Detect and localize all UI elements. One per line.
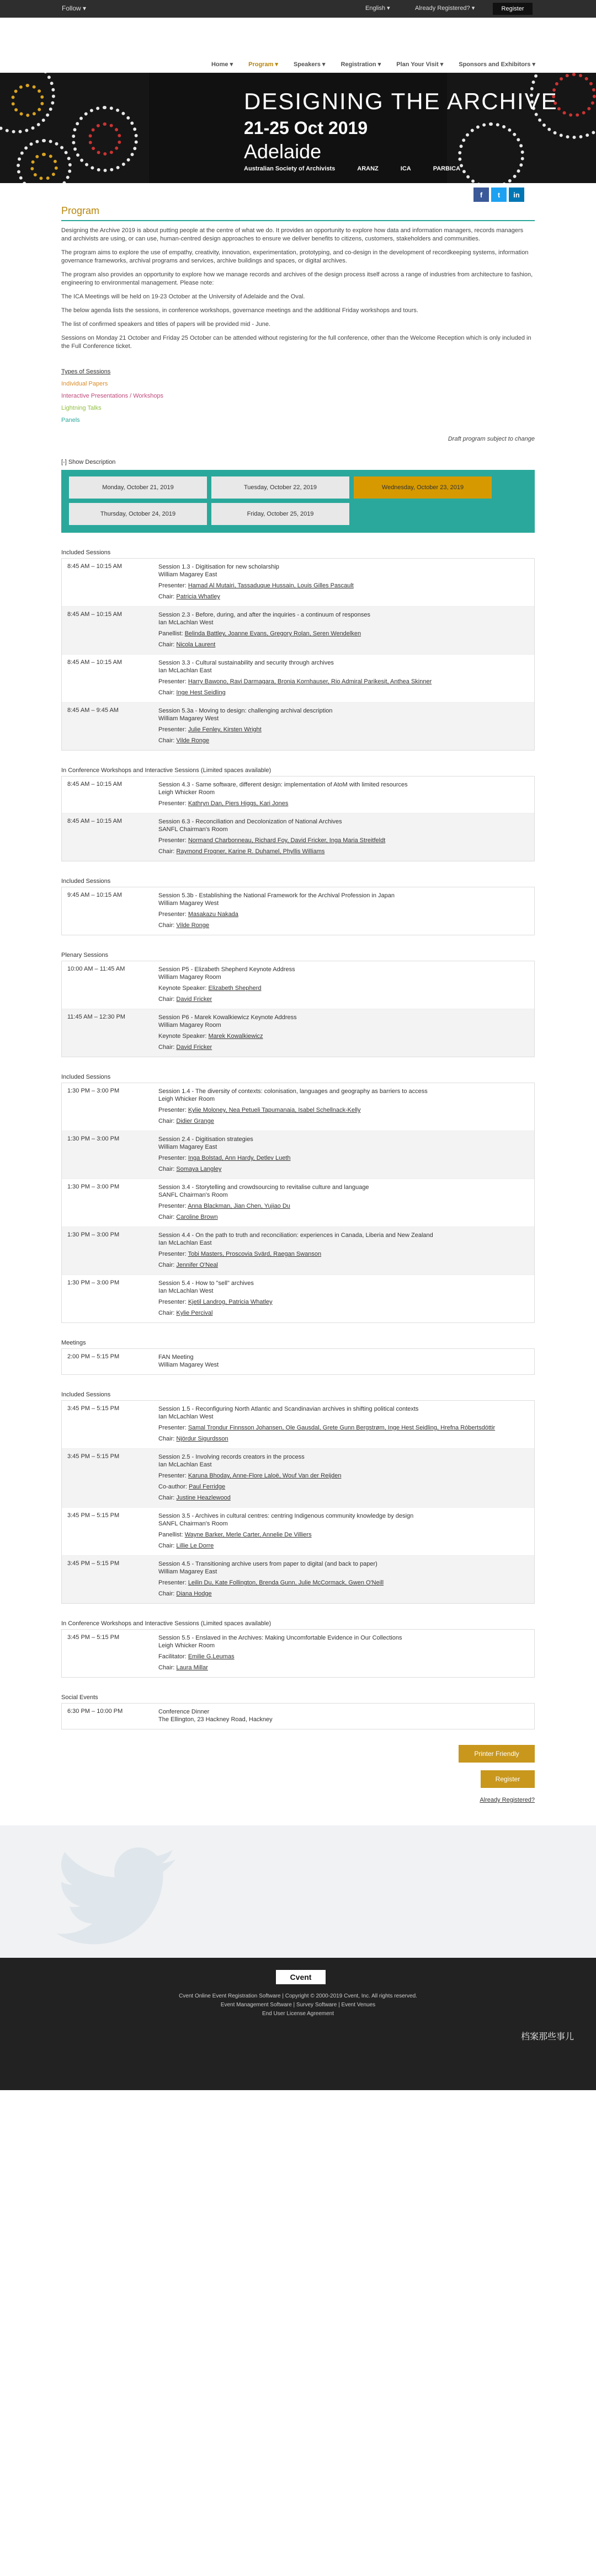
- person-names[interactable]: Wayne Barker, Merle Carter, Annelie De Villiers: [184, 1531, 312, 1538]
- twitter-icon[interactable]: t: [491, 188, 507, 202]
- person-role: Panellist:: [158, 630, 183, 637]
- person-role: Keynote Speaker:: [158, 985, 207, 992]
- footer: [0, 1958, 596, 2090]
- person-role: Chair:: [158, 1664, 175, 1671]
- session-room: SANFL Chairman's Room: [158, 826, 228, 833]
- partner-logo: ICA: [400, 165, 411, 172]
- person-names[interactable]: Patricia Whatley: [176, 593, 220, 600]
- session-room: William Magarey East: [158, 1568, 217, 1575]
- session-time: 8:45 AM – 10:15 AM: [67, 611, 123, 618]
- person-names[interactable]: Laura Millar: [176, 1664, 208, 1671]
- partner-logo: ARANZ: [357, 165, 379, 172]
- person-role: Keynote Speaker:: [158, 1033, 207, 1040]
- person-role: Chair:: [158, 1495, 175, 1501]
- person-names[interactable]: Samal Trondur Finnsson Johansen, Ole Gausdal, Grete Gunn Bergstrøm, Inge Hest Seidling, Hrefna Róbertsdóttir: [188, 1424, 496, 1431]
- person-names[interactable]: Kjetil Landrog, Patricia Whatley: [188, 1299, 273, 1305]
- session-room: SANFL Chairman's Room: [158, 1192, 228, 1198]
- session-time: 3:45 PM – 5:15 PM: [67, 1634, 120, 1641]
- day-tab[interactable]: Thursday, October 24, 2019: [69, 503, 207, 525]
- person-names[interactable]: Justine Heazlewood: [176, 1495, 231, 1501]
- day-tabs: [61, 470, 535, 533]
- session-row: [62, 654, 534, 702]
- main-content: [61, 203, 535, 1803]
- session-row: [62, 1349, 534, 1374]
- person-names[interactable]: Lillie Le Dorre: [176, 1543, 214, 1549]
- session-title[interactable]: Session 2.4 - Digitisation strategies: [158, 1136, 253, 1143]
- page-title: Program: [61, 203, 535, 221]
- person-role: Presenter:: [158, 800, 187, 807]
- session-time: 6:30 PM – 10:00 PM: [67, 1708, 123, 1715]
- partner-logo: PARBICA: [433, 165, 461, 172]
- person-names[interactable]: Kylie Moloney, Nea Petueli Tapumanaia, Isabel Schellnack-Kelly: [188, 1107, 361, 1113]
- already-registered-menu[interactable]: Already Registered? ▾: [415, 5, 475, 12]
- person-names[interactable]: Anna Blackman, Jian Chen, Yujiao Du: [188, 1203, 290, 1209]
- person-names[interactable]: Caroline Brown: [176, 1214, 218, 1220]
- footer-copyright: Cvent Online Event Registration Software | Copyright © 2000-2019 Cvent, Inc. All rights reserved.: [179, 1993, 417, 1999]
- person-names[interactable]: Leilin Du, Kate Follington, Brenda Gunn, Julie McCormack, Gwen O'Neill: [188, 1579, 384, 1586]
- section-title: Included Sessions: [61, 878, 111, 885]
- facebook-icon[interactable]: f: [473, 188, 489, 202]
- intro-paragraph: Designing the Archive 2019 is about putting people at the centre of what we do. It provides an opportunity to explore how data and information managers, records managers and archivists are using, or can use, human-centred design approaches to ensure we deliver benefits to citizens, customers, stakeholders and communities.: [61, 227, 524, 242]
- session-room: Ian McLachlan West: [158, 1288, 214, 1294]
- session-room: SANFL Chairman's Room: [158, 1520, 228, 1527]
- session-title[interactable]: Session 2.5 - Involving records creators in the process: [158, 1454, 305, 1460]
- draft-note: Draft program subject to change: [448, 436, 535, 442]
- person-role: Co-author:: [158, 1484, 187, 1490]
- section-title: Plenary Sessions: [61, 952, 108, 958]
- show-description-toggle[interactable]: [-] Show Description: [61, 459, 116, 465]
- person-role: Chair:: [158, 922, 175, 929]
- day-tab[interactable]: Tuesday, October 22, 2019: [211, 476, 349, 499]
- session-title[interactable]: Session 1.4 - The diversity of contexts: colonisation, languages and geography as barriers to access: [158, 1088, 428, 1095]
- social-links: [0, 183, 596, 203]
- person-role: Chair:: [158, 1310, 175, 1316]
- session-row: [62, 606, 534, 654]
- day-tab[interactable]: Friday, October 25, 2019: [211, 503, 349, 525]
- person-names[interactable]: Belinda Battley, Joanne Evans, Gregory Rolan, Seren Wendelken: [184, 630, 361, 637]
- person-role: Chair:: [158, 689, 175, 696]
- session-type-link[interactable]: Types of Sessions: [61, 368, 111, 375]
- section-title: Included Sessions: [61, 1391, 111, 1398]
- session-room: Leigh Whicker Room: [158, 1096, 215, 1102]
- person-names[interactable]: Hamad Al Mutairi, Tassaduque Hussain, Louis Gilles Pascault: [188, 582, 354, 589]
- session-time: 1:30 PM – 3:00 PM: [67, 1136, 120, 1142]
- person-names[interactable]: Inge Hest Seidling: [176, 689, 226, 696]
- session-row: [62, 776, 534, 813]
- session-time: 1:30 PM – 3:00 PM: [67, 1088, 120, 1094]
- intro-paragraph: The program aims to explore the use of empathy, creativity, innovation, experimentation, prototyping, and co-design in the development of recordkeeping systems, information governance frameworks, archival programs and services, archive buildings and spaces, or digital archives.: [61, 249, 529, 264]
- session-list: [61, 1400, 535, 1604]
- hero-banner: [0, 73, 596, 183]
- session-title[interactable]: Session 3.4 - Storytelling and crowdsourcing to revitalise culture and language: [158, 1184, 369, 1191]
- session-time: 1:30 PM – 3:00 PM: [67, 1231, 120, 1238]
- session-list: [61, 1348, 535, 1375]
- person-role: Panellist:: [158, 1531, 183, 1538]
- person-role: Presenter:: [158, 1107, 187, 1113]
- session-room: William Magarey East: [158, 571, 217, 578]
- section-title: Meetings: [61, 1340, 86, 1346]
- person-names[interactable]: Raymond Frogner, Karine R. Duhamel, Phyllis Williams: [176, 848, 325, 855]
- session-title[interactable]: Session 6.3 - Reconciliation and Decolonization of National Archives: [158, 818, 342, 825]
- session-room: Ian McLachlan West: [158, 1413, 214, 1420]
- banner-city: Adelaide: [244, 140, 322, 163]
- linkedin-icon[interactable]: in: [509, 188, 524, 202]
- session-room: Ian McLachlan West: [158, 619, 214, 626]
- intro-paragraph: The below agenda lists the sessions, in conference workshops, governance meetings and the additional Friday workshops and tours.: [61, 307, 418, 314]
- person-role: Chair:: [158, 641, 175, 648]
- main-nav: [0, 18, 596, 73]
- banner-date: 21-25 Oct 2019: [244, 118, 368, 138]
- person-names[interactable]: Harry Bawono, Ravi Darmagara, Bronia Kornhauser, Rio Admiral Parikesit, Anthea Skinner: [188, 678, 432, 685]
- person-names[interactable]: Jennifer O'Neal: [176, 1262, 218, 1268]
- session-time: 8:45 AM – 10:15 AM: [67, 659, 123, 666]
- session-list: [61, 1629, 535, 1678]
- session-row: [62, 813, 534, 861]
- person-role: Chair:: [158, 1044, 175, 1051]
- nav-item[interactable]: Plan Your Visit ▾: [396, 61, 444, 68]
- person-names[interactable]: Marek Kowalkiewicz: [208, 1033, 263, 1040]
- session-row: [62, 702, 534, 750]
- partner-logo: Australian Society of Archivists: [244, 165, 336, 172]
- intro-paragraph: The list of confirmed speakers and titles of papers will be provided mid - June.: [61, 321, 271, 328]
- session-room: William Magarey West: [158, 1362, 219, 1368]
- person-role: Presenter:: [158, 678, 187, 685]
- person-role: Chair:: [158, 737, 175, 744]
- footer-twitter-area: [0, 1825, 596, 1958]
- session-time: 8:45 AM – 10:15 AM: [67, 818, 123, 824]
- follow-menu[interactable]: Follow ▾: [62, 4, 87, 12]
- intro-paragraph: The ICA Meetings will be held on 19-23 October at the University of Adelaide and the Oval.: [61, 293, 305, 300]
- aboriginal-dot-art-left: [0, 73, 149, 183]
- person-role: Presenter:: [158, 1203, 187, 1209]
- person-names[interactable]: David Fricker: [176, 1044, 212, 1051]
- session-type-link[interactable]: Panels: [61, 417, 80, 424]
- already-registered-link[interactable]: Already Registered?: [480, 1797, 535, 1803]
- session-title[interactable]: Session 1.5 - Reconfiguring North Atlantic and Scandinavian archives in shifting political contexts: [158, 1406, 419, 1412]
- session-row: [62, 1630, 534, 1677]
- cvent-logo: Cvent: [276, 1970, 326, 1984]
- register-top-button[interactable]: Register: [493, 3, 533, 15]
- session-title[interactable]: Session 1.3 - Digitisation for new scholarship: [158, 564, 279, 570]
- person-role: Presenter:: [158, 1579, 187, 1586]
- session-title[interactable]: Session 4.3 - Same software, different design: implementation of AtoM with limited resources: [158, 781, 408, 788]
- session-row: [62, 1179, 534, 1227]
- person-role: Chair:: [158, 1590, 175, 1597]
- session-room: Ian McLachlan East: [158, 667, 212, 674]
- session-room: William Magarey West: [158, 900, 219, 907]
- printer-friendly-button[interactable]: Printer Friendly: [459, 1745, 535, 1763]
- person-role: Chair:: [158, 848, 175, 855]
- language-select[interactable]: English ▾: [365, 5, 390, 12]
- nav-item[interactable]: Sponsors and Exhibitors ▾: [459, 61, 535, 68]
- session-room: William Magarey West: [158, 715, 219, 722]
- section-title: In Conference Workshops and Interactive Sessions (Limited spaces available): [61, 1620, 272, 1627]
- person-names[interactable]: Emilie G.Leumas: [188, 1653, 235, 1660]
- session-list: [61, 1083, 535, 1323]
- intro-paragraph: The program also provides an opportunity to explore how we manage records and archives of the design process itself across a range of industries from architecture to fashion, engineering to environmental management. Please note:: [61, 271, 533, 286]
- intro-paragraph: Sessions on Monday 21 October and Friday 25 October can be attended without registering for the full conference, other than the Welcome Reception which is only included in the Full Conference ticket.: [61, 335, 531, 350]
- person-names[interactable]: Masakazu Nakada: [188, 911, 238, 918]
- person-role: Chair:: [158, 1118, 175, 1124]
- person-names[interactable]: Paul Ferridge: [189, 1484, 226, 1490]
- watermark: 档案那些事儿: [520, 2032, 574, 2042]
- section-title: In Conference Workshops and Interactive Sessions (Limited spaces available): [61, 767, 272, 774]
- person-role: Chair:: [158, 1262, 175, 1268]
- session-row: [62, 1448, 534, 1507]
- register-button[interactable]: Register: [481, 1770, 535, 1788]
- session-row: [62, 1009, 534, 1057]
- session-row: [62, 1131, 534, 1179]
- session-title[interactable]: Session P6 - Marek Kowalkiewicz Keynote Address: [158, 1014, 297, 1021]
- person-role: Presenter:: [158, 1299, 187, 1305]
- session-time: 1:30 PM – 3:00 PM: [67, 1279, 120, 1286]
- nav-item[interactable]: Speakers ▾: [293, 61, 326, 68]
- person-role: Presenter:: [158, 1251, 187, 1257]
- session-title[interactable]: Session 4.4 - On the path to truth and reconciliation: experiences in Canada, Liberia and New Zealand: [158, 1232, 433, 1239]
- session-room: The Ellington, 23 Hackney Road, Hackney: [158, 1716, 273, 1723]
- session-title[interactable]: Session 5.5 - Enslaved in the Archives: Making Uncomfortable Evidence in Our Collections: [158, 1635, 402, 1641]
- session-time: 2:00 PM – 5:15 PM: [67, 1353, 120, 1360]
- session-type-links: [61, 368, 535, 424]
- person-role: Chair:: [158, 1543, 175, 1549]
- session-time: 10:00 AM – 11:45 AM: [67, 966, 125, 972]
- person-names[interactable]: Vilde Ronge: [176, 737, 210, 744]
- person-names[interactable]: Didier Grange: [176, 1118, 214, 1124]
- session-room: William Magarey Room: [158, 974, 221, 981]
- session-time: 3:45 PM – 5:15 PM: [67, 1453, 120, 1460]
- person-role: Presenter:: [158, 1424, 187, 1431]
- person-names[interactable]: Julie Fenley, Kirsten Wright: [188, 726, 262, 733]
- person-role: Presenter:: [158, 1472, 187, 1479]
- session-row: [62, 1274, 534, 1322]
- person-role: Chair:: [158, 996, 175, 1003]
- session-list: [61, 887, 535, 935]
- footer-eula[interactable]: End User License Agreement: [262, 2011, 334, 2017]
- session-title[interactable]: Session 5.3a - Moving to design: challenging archival description: [158, 708, 333, 714]
- section-title: Social Events: [61, 1694, 98, 1701]
- person-names[interactable]: Kathryn Dan, Piers Higgs, Kari Jones: [188, 800, 289, 807]
- person-role: Chair:: [158, 1166, 175, 1172]
- session-type-link[interactable]: Lightning Talks: [61, 405, 102, 411]
- nav-item[interactable]: Program ▾: [248, 61, 278, 68]
- person-role: Facilitator:: [158, 1653, 187, 1660]
- session-list: [61, 1703, 535, 1729]
- day-tab[interactable]: Wednesday, October 23, 2019: [354, 476, 492, 499]
- session-list: [61, 558, 535, 751]
- day-tab[interactable]: Monday, October 21, 2019: [69, 476, 207, 499]
- person-role: Chair:: [158, 1214, 175, 1220]
- person-names[interactable]: Inga Bolstad, Ann Hardy, Detlev Lueth: [188, 1155, 291, 1161]
- person-names[interactable]: Kylie Percival: [176, 1310, 213, 1316]
- session-row: [62, 559, 534, 606]
- session-row: [62, 961, 534, 1009]
- section-title: Included Sessions: [61, 549, 111, 556]
- person-names[interactable]: Nicola Laurent: [176, 641, 216, 648]
- session-room: William Magarey East: [158, 1144, 217, 1150]
- session-title[interactable]: Session 3.5 - Archives in cultural centres: centring Indigenous community knowledge by design: [158, 1513, 414, 1519]
- session-room: Ian McLachlan East: [158, 1240, 212, 1246]
- banner-title: DESIGNING THE ARCHIVE: [244, 88, 558, 114]
- session-time: 3:45 PM – 5:15 PM: [67, 1512, 120, 1519]
- session-time: 3:45 PM – 5:15 PM: [67, 1560, 120, 1567]
- section-title: Included Sessions: [61, 1074, 111, 1080]
- session-time: 8:45 AM – 10:15 AM: [67, 563, 123, 570]
- session-title[interactable]: Conference Dinner: [158, 1709, 210, 1715]
- session-time: 9:45 AM – 10:15 AM: [67, 892, 123, 898]
- session-row: [62, 887, 534, 935]
- session-time: 8:45 AM – 10:15 AM: [67, 781, 123, 788]
- session-row: [62, 1401, 534, 1448]
- person-names[interactable]: Diana Hodge: [176, 1590, 212, 1597]
- session-type-link[interactable]: Individual Papers: [61, 381, 108, 387]
- person-names[interactable]: David Fricker: [176, 996, 212, 1003]
- session-time: 8:45 AM – 9:45 AM: [67, 707, 119, 714]
- session-list: [61, 961, 535, 1057]
- session-row: [62, 1704, 534, 1729]
- session-row: [62, 1083, 534, 1131]
- session-room: William Magarey Room: [158, 1022, 221, 1029]
- person-names[interactable]: Elizabeth Shepherd: [208, 985, 262, 992]
- session-title[interactable]: Session 4.5 - Transitioning archive users from paper to digital (and back to paper): [158, 1561, 377, 1567]
- session-title[interactable]: FAN Meeting: [158, 1354, 194, 1361]
- person-names[interactable]: Somaya Langley: [176, 1166, 222, 1172]
- nav-item[interactable]: Registration ▾: [340, 61, 381, 68]
- session-time: 3:45 PM – 5:15 PM: [67, 1405, 120, 1412]
- session-room: Ian McLachlan East: [158, 1461, 212, 1468]
- session-time: 11:45 AM – 12:30 PM: [67, 1014, 125, 1020]
- session-title[interactable]: Session 5.4 - How to "sell" archives: [158, 1280, 254, 1287]
- person-names[interactable]: Tobi Masters, Proscovia Svärd, Raegan Swanson: [188, 1251, 322, 1257]
- banner-logos: [244, 165, 460, 172]
- session-room: Leigh Whicker Room: [158, 789, 215, 796]
- person-role: Presenter:: [158, 726, 187, 733]
- session-title[interactable]: Session P5 - Elizabeth Shepherd Keynote Address: [158, 966, 295, 973]
- session-row: [62, 1227, 534, 1274]
- person-role: Presenter:: [158, 582, 187, 589]
- session-title[interactable]: Session 5.3b - Establishing the National Framework for the Archival Profession in Japan: [158, 892, 395, 899]
- top-bar: [0, 0, 596, 18]
- footer-links[interactable]: Event Management Software | Survey Software | Event Venues: [220, 2002, 376, 2008]
- person-role: Chair:: [158, 1436, 175, 1442]
- session-time: 1:30 PM – 3:00 PM: [67, 1183, 120, 1190]
- person-role: Presenter:: [158, 1155, 187, 1161]
- session-list: [61, 776, 535, 861]
- session-row: [62, 1555, 534, 1603]
- session-type-link[interactable]: Interactive Presentations / Workshops: [61, 393, 164, 399]
- session-room: Leigh Whicker Room: [158, 1642, 215, 1649]
- session-title[interactable]: Session 2.3 - Before, during, and after the inquiries - a continuum of responses: [158, 612, 370, 618]
- person-names[interactable]: Vilde Ronge: [176, 922, 210, 929]
- session-row: [62, 1507, 534, 1555]
- person-names[interactable]: Karuna Bhoday, Anne-Flore Laloë, Wouf Van der Reijden: [188, 1472, 342, 1479]
- session-title[interactable]: Session 3.3 - Cultural sustainability and security through archives: [158, 660, 334, 666]
- person-role: Chair:: [158, 593, 175, 600]
- twitter-bird-icon: [55, 1847, 177, 1947]
- person-names[interactable]: Normand Charbonneau, Richard Foy, David Fricker, Inga Maria Streitfeldt: [188, 837, 386, 844]
- person-role: Presenter:: [158, 837, 187, 844]
- nav-item[interactable]: Home ▾: [211, 61, 233, 68]
- person-role: Presenter:: [158, 911, 187, 918]
- person-names[interactable]: Njördur Sigurdsson: [176, 1436, 228, 1442]
